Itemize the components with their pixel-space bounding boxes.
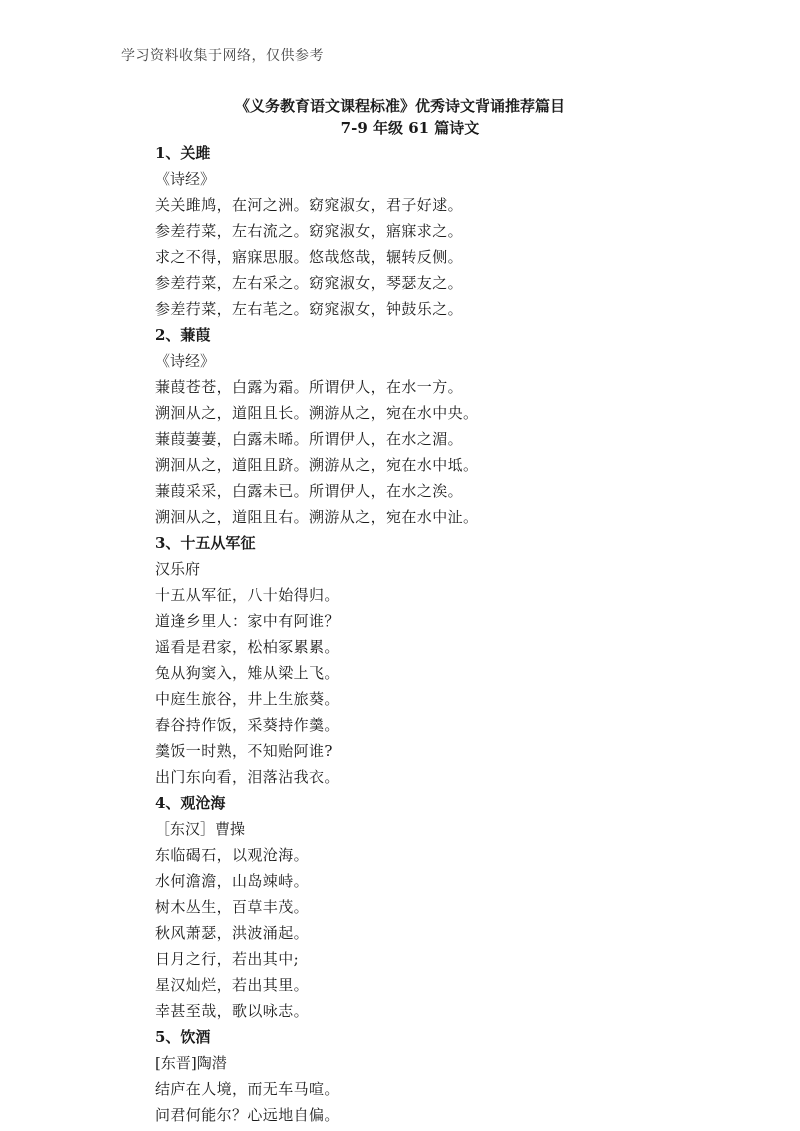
poem-line: 兔从狗窦入，雉从梁上飞。	[155, 664, 340, 682]
poem-title: 5、饮酒	[155, 1028, 211, 1046]
poem-line: 蒹葭苍苍，白露为霜。所谓伊人，在水一方。	[155, 378, 464, 396]
poem-line: 参差荇菜，左右采之。窈窕淑女，琴瑟友之。	[155, 274, 464, 292]
poem-line: 舂谷持作饭，采葵持作羹。	[155, 716, 340, 734]
poem-line: 溯洄从之，道阻且跻。溯游从之，宛在水中坻。	[155, 456, 479, 474]
poem-section	[155, 322, 715, 530]
poem-line: 关关雎鸠，在河之洲。窈窕淑女，君子好逑。	[155, 196, 464, 214]
poem-line: 幸甚至哉，歌以咏志。	[155, 1002, 310, 1020]
poem-author: 汉乐府	[155, 560, 201, 578]
poem-line: 问君何能尔？心远地自偏。	[155, 1106, 340, 1124]
poem-line: 出门东向看，泪落沾我衣。	[155, 768, 340, 786]
poem-author: 《诗经》	[155, 170, 216, 188]
poem-line: 结庐在人境，而无车马喧。	[155, 1080, 340, 1098]
poem-line: 树木丛生，百草丰茂。	[155, 898, 310, 916]
poem-line: 中庭生旅谷，井上生旅葵。	[155, 690, 340, 708]
poem-line: 道逢乡里人：家中有阿谁？	[155, 612, 340, 630]
poem-line: 东临碣石，以观沧海。	[155, 846, 310, 864]
poem-section	[155, 530, 715, 790]
poem-title: 4、观沧海	[155, 794, 226, 812]
poem-line: 日月之行，若出其中;	[155, 950, 300, 968]
header-note: 学习资料收集于网络，仅供参考	[121, 48, 324, 64]
poem-line: 遥看是君家，松柏冢累累。	[155, 638, 340, 656]
poem-line: 溯洄从之，道阻且长。溯游从之，宛在水中央。	[155, 404, 479, 422]
poem-section	[155, 140, 715, 322]
document-title	[0, 95, 800, 139]
poem-line: 参差荇菜，左右芼之。窈窕淑女，钟鼓乐之。	[155, 300, 464, 318]
poem-author: ［东汉］曹操	[155, 820, 246, 838]
poem-line: 蒹葭萋萋，白露未晞。所谓伊人，在水之湄。	[155, 430, 464, 448]
poem-author: [东晋]陶潜	[155, 1054, 227, 1072]
poem-line: 参差荇菜，左右流之。窈窕淑女，寤寐求之。	[155, 222, 464, 240]
poem-title: 3、十五从军征	[155, 534, 256, 552]
poem-list	[155, 140, 715, 1128]
poem-title: 1、关雎	[155, 144, 211, 162]
poem-author: 《诗经》	[155, 352, 216, 370]
poem-line: 星汉灿烂，若出其里。	[155, 976, 310, 994]
poem-line: 十五从军征，八十始得归。	[155, 586, 340, 604]
poem-section	[155, 1024, 715, 1128]
poem-line: 秋风萧瑟，洪波涌起。	[155, 924, 310, 942]
poem-line: 蒹葭采采，白露未已。所谓伊人，在水之涘。	[155, 482, 464, 500]
poem-section	[155, 790, 715, 1024]
poem-line: 溯洄从之，道阻且右。溯游从之，宛在水中沚。	[155, 508, 479, 526]
document-title-line1: 《义务教育语文课程标准》优秀诗文背诵推荐篇目	[234, 97, 565, 115]
document-title-line2: 7-9 年级 61 篇诗文	[340, 119, 480, 137]
poem-title: 2、蒹葭	[155, 326, 211, 344]
poem-line: 求之不得，寤寐思服。悠哉悠哉，辗转反侧。	[155, 248, 464, 266]
poem-line: 水何澹澹，山岛竦峙。	[155, 872, 310, 890]
poem-line: 羹饭一时熟，不知贻阿谁?	[155, 742, 333, 760]
